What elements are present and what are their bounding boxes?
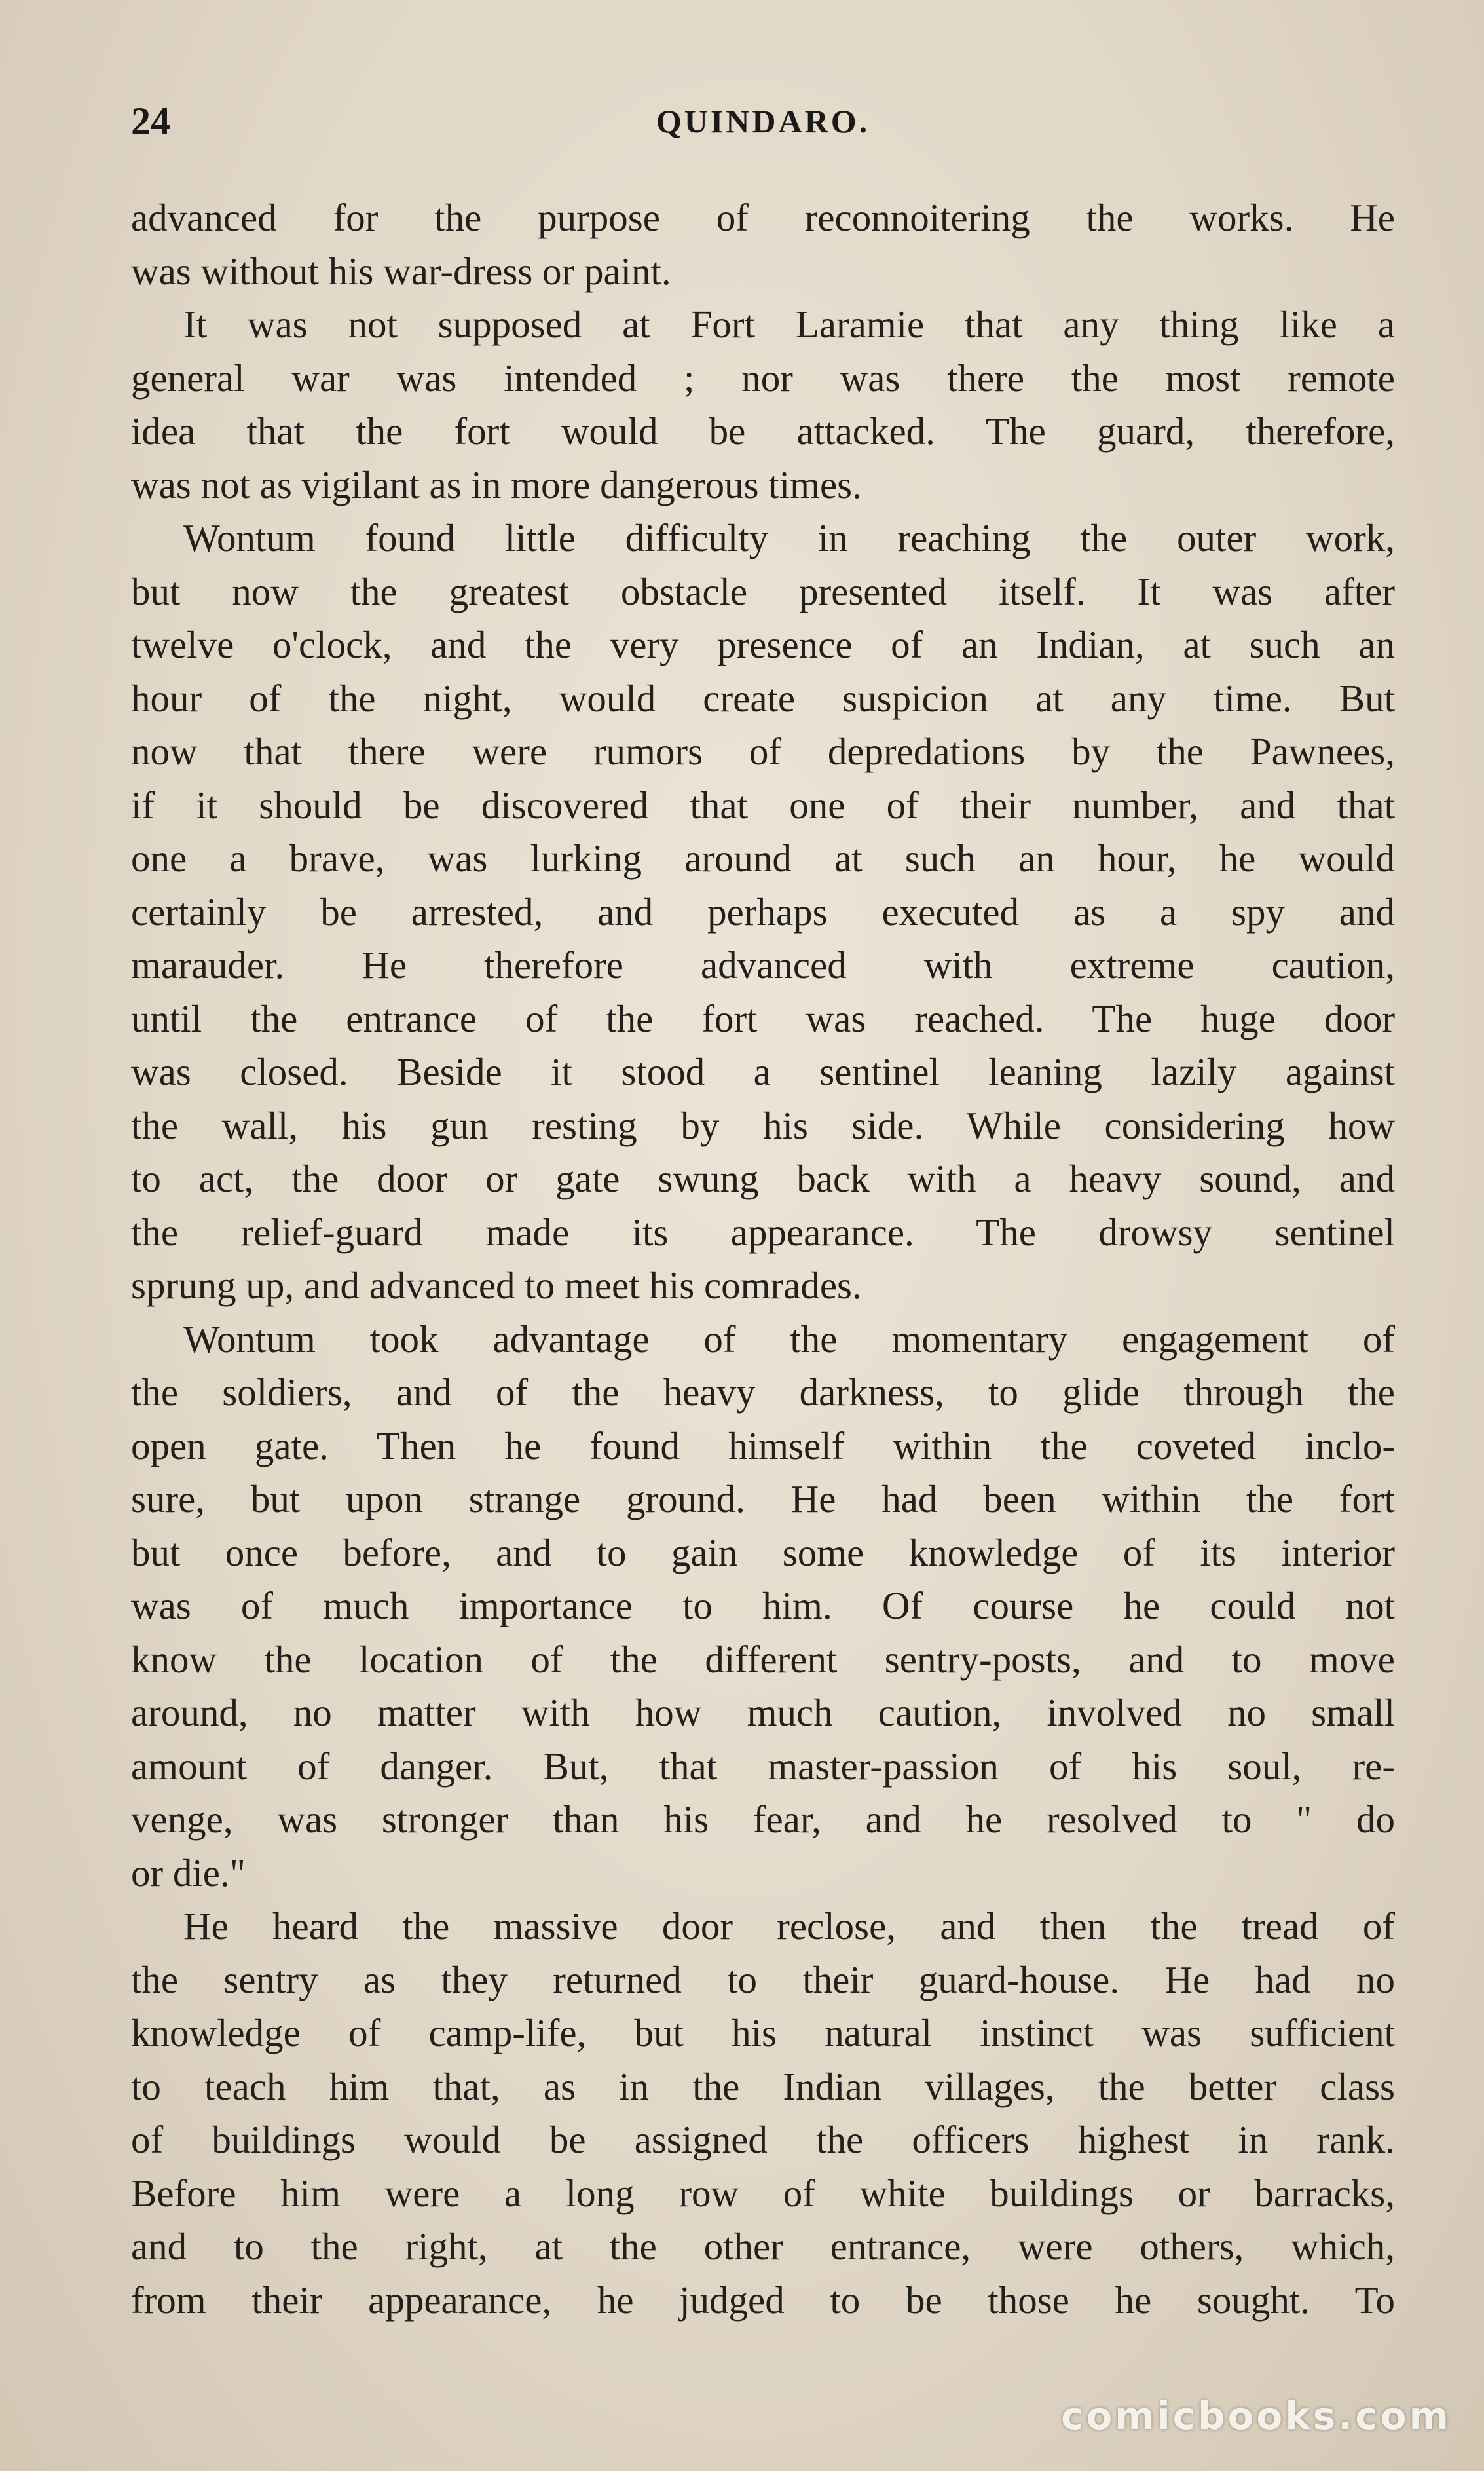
text-line: one a brave, was lurking around at such an hour, he would <box>131 837 1395 880</box>
text-line: the sentry as they returned to their guard-house. He had no <box>131 1957 1395 2001</box>
text-line: and to the right, at the other entrance, were others, which, <box>131 2225 1395 2268</box>
text-line: He heard the massive door reclose, and then the tread of <box>183 1904 1395 1948</box>
text-line: sprung up, and advanced to meet his comrades. <box>131 1264 862 1307</box>
text-line: if it should be discovered that one of their number, and that <box>131 783 1395 827</box>
page-number: 24 <box>131 100 170 143</box>
watermark: comicbooks.com <box>1061 2394 1451 2438</box>
text-line: venge, was stronger than his fear, and he resolved to " do <box>131 1798 1395 1841</box>
text-line: until the entrance of the fort was reached. The huge door <box>131 996 1395 1040</box>
text-line: general war was intended ; nor was there the most remote <box>131 356 1395 400</box>
text-line: but once before, and to gain some knowledge of its interior <box>131 1530 1395 1574</box>
text-line: idea that the fort would be attacked. The guard, therefore, <box>131 409 1395 453</box>
text-line: from their appearance, he judged to be those he sought. To <box>131 2278 1395 2322</box>
text-line: of buildings would be assigned the officers highest in rank. <box>131 2118 1395 2161</box>
text-line: now that there were rumors of depredations by the Pawnees, <box>131 730 1395 773</box>
text-line: around, no matter with how much caution, involved no small <box>131 1691 1395 1734</box>
text-line: to teach him that, as in the Indian villages, the better class <box>131 2064 1395 2108</box>
body-text <box>131 191 1395 2327</box>
text-line: certainly be arrested, and perhaps executed as a spy and <box>131 890 1395 934</box>
text-line: or die." <box>131 1851 246 1895</box>
text-line: Wontum found little difficulty in reaching the outer work, <box>183 516 1395 559</box>
text-line: was not as vigilant as in more dangerous times. <box>131 462 862 506</box>
running-head: QUINDARO. <box>656 103 870 140</box>
text-line: advanced for the purpose of reconnoitering the works. He <box>131 196 1395 239</box>
text-line: the wall, his gun resting by his side. While considering how <box>131 1103 1395 1147</box>
text-line: was of much importance to him. Of course he could not <box>131 1584 1395 1627</box>
page-header <box>131 92 1395 151</box>
text-line: twelve o'clock, and the very presence of an Indian, at such an <box>131 623 1395 666</box>
text-line: Wontum took advantage of the momentary engagement of <box>183 1317 1395 1361</box>
text-line: amount of danger. But, that master-passion of his soul, re- <box>131 1744 1395 1788</box>
text-line: open gate. Then he found himself within the coveted inclo- <box>131 1424 1395 1467</box>
text-line: was closed. Beside it stood a sentinel leaning lazily against <box>131 1050 1395 1093</box>
text-line: marauder. He therefore advanced with extreme caution, <box>131 943 1395 987</box>
text-line: the relief-guard made its appearance. The drowsy sentinel <box>131 1210 1395 1254</box>
text-line: sure, but upon strange ground. He had been within the fort <box>131 1477 1395 1520</box>
text-line: hour of the night, would create suspicion at any time. But <box>131 676 1395 720</box>
text-line: was without his war-dress or paint. <box>131 249 671 293</box>
text-line: but now the greatest obstacle presented itself. It was after <box>131 569 1395 613</box>
text-line: to act, the door or gate swung back with a heavy sound, and <box>131 1157 1395 1200</box>
text-line: It was not supposed at Fort Laramie that any thing like a <box>183 303 1395 346</box>
text-line: Before him were a long row of white buildings or barracks, <box>131 2171 1395 2215</box>
text-line: the soldiers, and of the heavy darkness, to glide through the <box>131 1370 1395 1414</box>
text-line: knowledge of camp-life, but his natural instinct was sufficient <box>131 2011 1395 2054</box>
text-line: know the location of the different sentry-posts, and to move <box>131 1637 1395 1681</box>
